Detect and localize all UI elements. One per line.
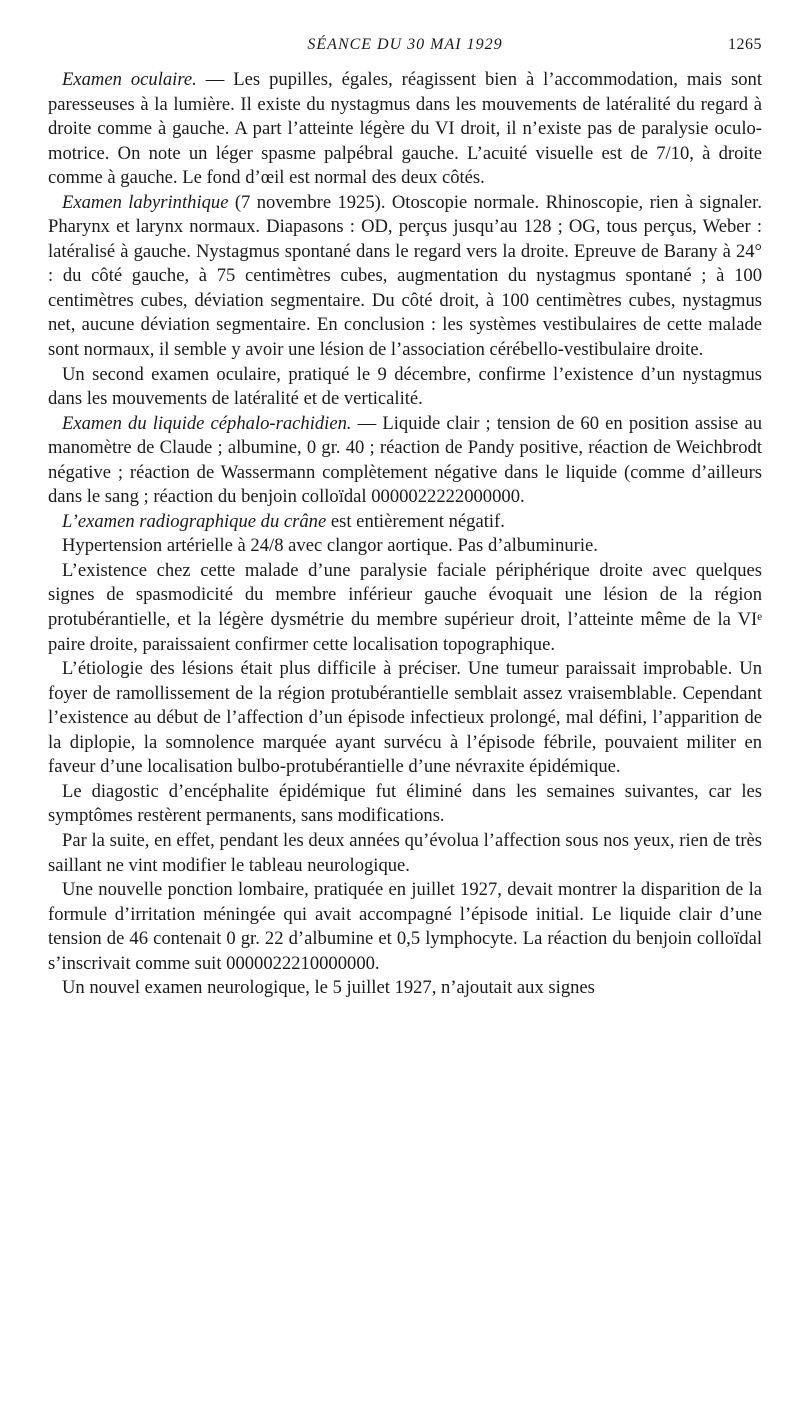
section-lead: L’examen radiographique du crâne [62,510,327,532]
paragraph-examen-labyrinthique [48,191,762,363]
page-number: 1265 [728,36,762,53]
paragraph-ponction-lombaire [48,878,762,976]
paragraph-text: — Liquide clair ; tension de 60 en position assise au manomètre de Claude ; albumine, 0 gr. 40 ; réaction de Pandy positive, réaction de Weichbrodt négative ; réaction de Wassermann complètement négative dans le liquide (comme d’ailleurs dans le sang ; réaction du benjoin colloïdal 0000022222000000. [48,412,762,508]
paragraph-examen-radiographique [48,510,762,535]
paragraph-liquide-cephalo-rachidien [48,412,762,510]
running-head [48,36,762,62]
paragraph-evolution [48,829,762,878]
paragraph-text: Une nouvelle ponction lombaire, pratiquée en juillet 1927, devait montrer la disparition de la formule d’irritation méningée qui avait accompagné l’épisode initial. Le liquide clair d’une tension de 46 contenait 0 gr. 22 d’albumine et 0,5 lymphocyte. La réaction du benjoin colloïdal s’inscrivait comme suit 0000022210000000. [48,879,762,974]
paragraph-hypertension [48,534,762,559]
paragraph-etiologie [48,657,762,780]
paragraph-text: est entièrement négatif. [326,510,505,532]
paragraph-examen-oculaire [48,68,762,191]
paragraph-text: Par la suite, en effet, pendant les deux années qu’évolua l’affection sous nos yeux, rien de très saillant ne vint modifier le tableau neurologique. [48,829,762,876]
section-lead: Examen oculaire. [62,69,197,90]
paragraph-paralysie-faciale [48,559,762,657]
paragraph-text: Un nouvel examen neurologique, le 5 juillet 1927, n’ajoutait aux signes [62,977,595,999]
paragraph-text: Un second examen oculaire, pratiqué le 9 décembre, confirme l’existence d’un nystagmus dans les mouvements de latéralité et de verticalité. [48,363,762,410]
paragraph-text: L’existence chez cette malade d’une paralysie faciale périphérique droite avec quelques signes de spasmodicité du membre inférieur gauche évoquait une lésion de la région protubérantielle, et la légère dysmétrie du membre supérieur droit, l’atteinte même de la VIᵉ paire droite, paraissaient confirmer cette localisation topographique. [48,559,762,655]
body-text [48,68,762,1001]
page [48,36,762,1001]
section-lead: Examen labyrinthique [62,191,229,213]
running-title: SÉANCE DU 30 MAI 1929 [307,36,503,53]
paragraph-diagnostic [48,780,762,829]
paragraph-examen-neurologique [48,976,762,1001]
paragraph-text: (7 novembre 1925). Otoscopie normale. Rhinoscopie, rien à signaler. Pharynx et larynx normaux. Diapasons : OD, perçus jusqu’au 128 ; OG, tous perçus, Weber : latéralisé à gauche. Nystagmus spontané dans le regard vers la droite. Epreuve de Barany à 24° : du côté gauche, à 75 centimètres cubes, augmentation du nystagmus spontané ; à 100 centimètres cubes, déviation segmentaire. Du côté droit, à 100 centimètres cubes, nystagmus net, aucune déviation segmentaire. En conclusion : les systèmes vestibulaires de cette malade sont normaux, il semble y avoir une lésion de l’association cérébello-vestibulaire droite. [48,191,762,361]
paragraph-text: Le diagostic d’encéphalite épidémique fut éliminé dans les semaines suivantes, car les symptômes restèrent permanents, sans modifications. [48,780,762,827]
paragraph-text: — Les pupilles, égales, réagissent bien à l’accommodation, mais sont paresseuses à la lumière. Il existe du nystagmus dans les mouvements de latéralité du regard à droite comme à gauche. A part l’atteinte légère du VI droit, il n’existe pas de paralysie oculo-motrice. On note un léger spasme palpébral gauche. L’acuité visuelle est de 7/10, à droite comme à gauche. Le fond d’œil est normal des deux côtés. [48,69,762,189]
section-lead: Examen du liquide céphalo-rachidien. [62,412,352,434]
paragraph-text: L’étiologie des lésions était plus difficile à préciser. Une tumeur paraissait improbable. Un foyer de ramollissement de la région protubérantielle semblait assez vraisemblable. Cependant l’existence au début de l’affection d’un épisode infectieux prolongé, mal défini, l’apparition de la diplopie, la somnolence marquée ayant survécu à l’épisode fébrile, pouvaient militer en faveur d’une localisation bulbo-protubérantielle d’une névraxite épidémique. [48,658,762,778]
paragraph-text: Hypertension artérielle à 24/8 avec clangor aortique. Pas d’albuminurie. [62,535,598,557]
paragraph-second-examen [48,363,762,412]
